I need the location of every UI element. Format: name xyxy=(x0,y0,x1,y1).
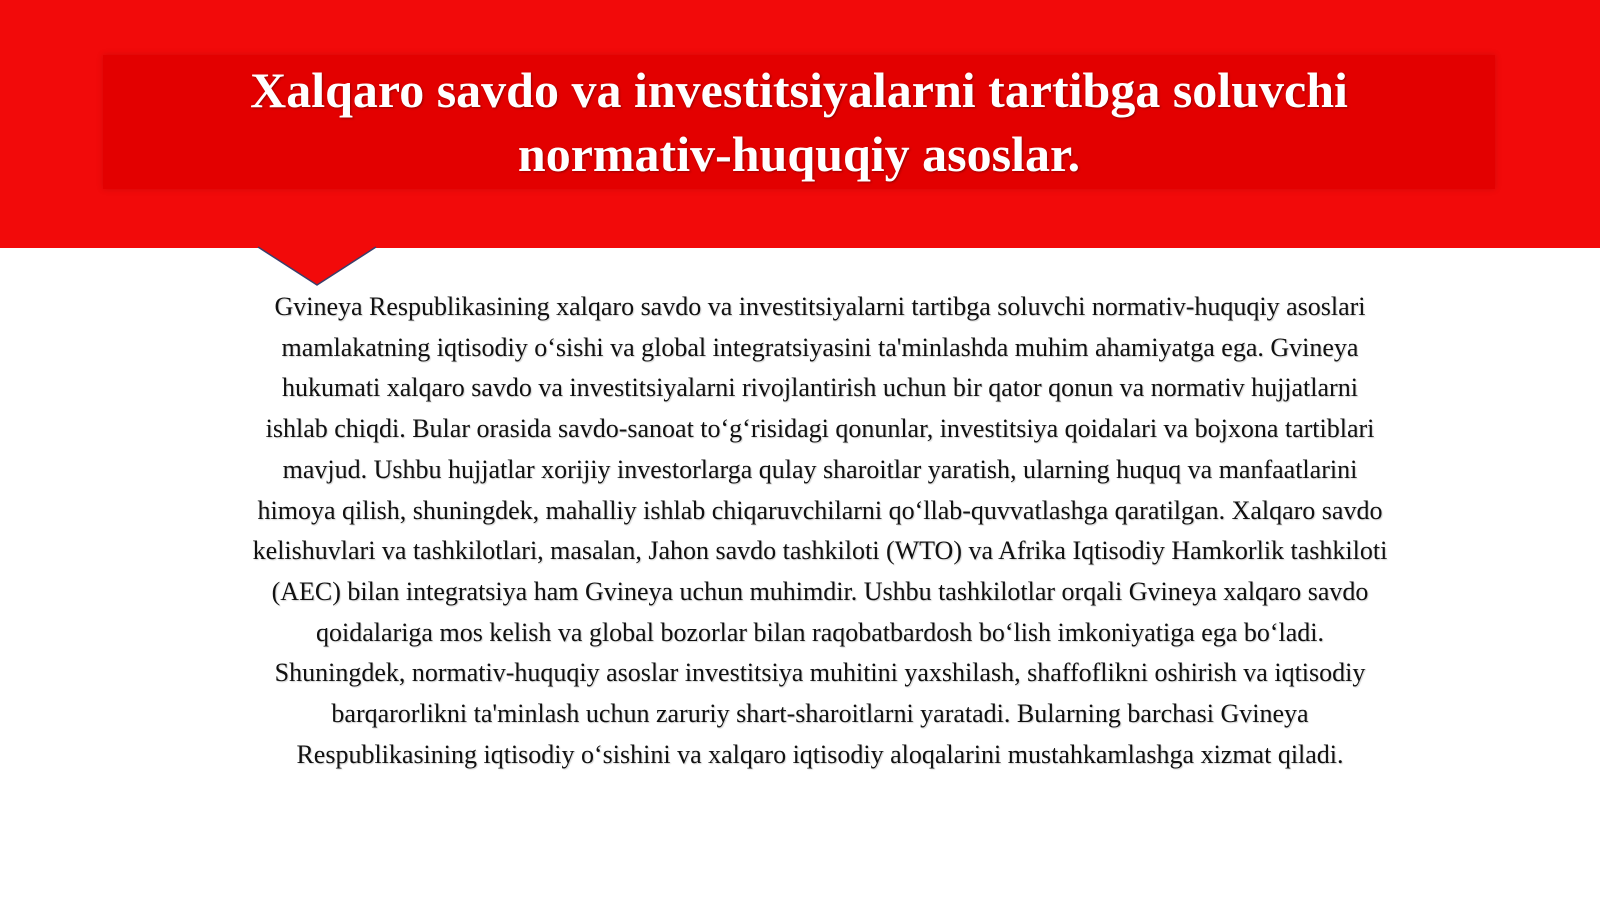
body-text-line: kelishuvlari va tashkilotlari, masalan, Jahon savdo tashkiloti (WTO) va Afrika Iqtisodiy Hamkorlik tashkiloti xyxy=(252,536,1388,566)
body-text-line: ishlab chiqdi. Bular orasida savdo-sanoat to‘g‘risidagi qonunlar, investitsiya qoidalari va bojxona tartiblari xyxy=(265,414,1375,444)
slide-title-line: normativ-huquqiy asoslar. xyxy=(517,126,1081,182)
body-paragraph xyxy=(160,287,1480,775)
body-text-line: Gvineya Respublikasining xalqaro savdo va investitsiyalarni tartibga soluvchi normativ-huquqiy asoslari xyxy=(274,292,1366,321)
body-text-line: mavjud. Ushbu hujjatlar xorijiy investorlarga qulay sharoitlar yaratish, ularning huquq va manfaatlarini xyxy=(282,454,1358,484)
body-text-line: qoidalariga mos kelish va global bozorlar bilan raqobatbardosh bo‘lish imkoniyatiga ega bo‘ladi. xyxy=(316,617,1324,647)
slide-title-line: Xalqaro savdo va investitsiyalarni tartibga soluvchi xyxy=(250,62,1348,118)
slide-title xyxy=(134,58,1464,186)
body-text-line: mamlakatning iqtisodiy o‘sishi va global integratsiyasini ta'minlashda muhim ahamiyatga ega. Gvineya xyxy=(281,332,1359,362)
body-text-line: (AEC) bilan integratsiya ham Gvineya uchun muhimdir. Ushbu tashkilotlar orqali Gvineya xalqaro savdo xyxy=(271,576,1369,606)
body-text-line: hukumati xalqaro savdo va investitsiyalarni rivojlantirish uchun bir qator qonun va normativ hujjatlarni xyxy=(282,373,1358,403)
title-box xyxy=(103,55,1495,189)
header-pointer-notch xyxy=(258,247,376,287)
body-text-line: himoya qilish, shuningdek, mahalliy ishlab chiqaruvchilarni qo‘llab-quvvatlashga qaratilgan. Xalqaro savdo xyxy=(257,495,1383,525)
body-text-line: Respublikasining iqtisodiy o‘sishini va xalqaro iqtisodiy aloqalarini mustahkamlashga xizmat qiladi. xyxy=(296,739,1344,769)
body-text-line: barqarorlikni ta'minlash uchun zaruriy shart-sharoitlarni yaratadi. Bularning barchasi Gvineya xyxy=(331,699,1309,729)
body-text-line: Shuningdek, normativ-huquqiy asoslar investitsiya muhitini yaxshilash, shaffoflikni oshirish va iqtisodiy xyxy=(274,658,1366,688)
